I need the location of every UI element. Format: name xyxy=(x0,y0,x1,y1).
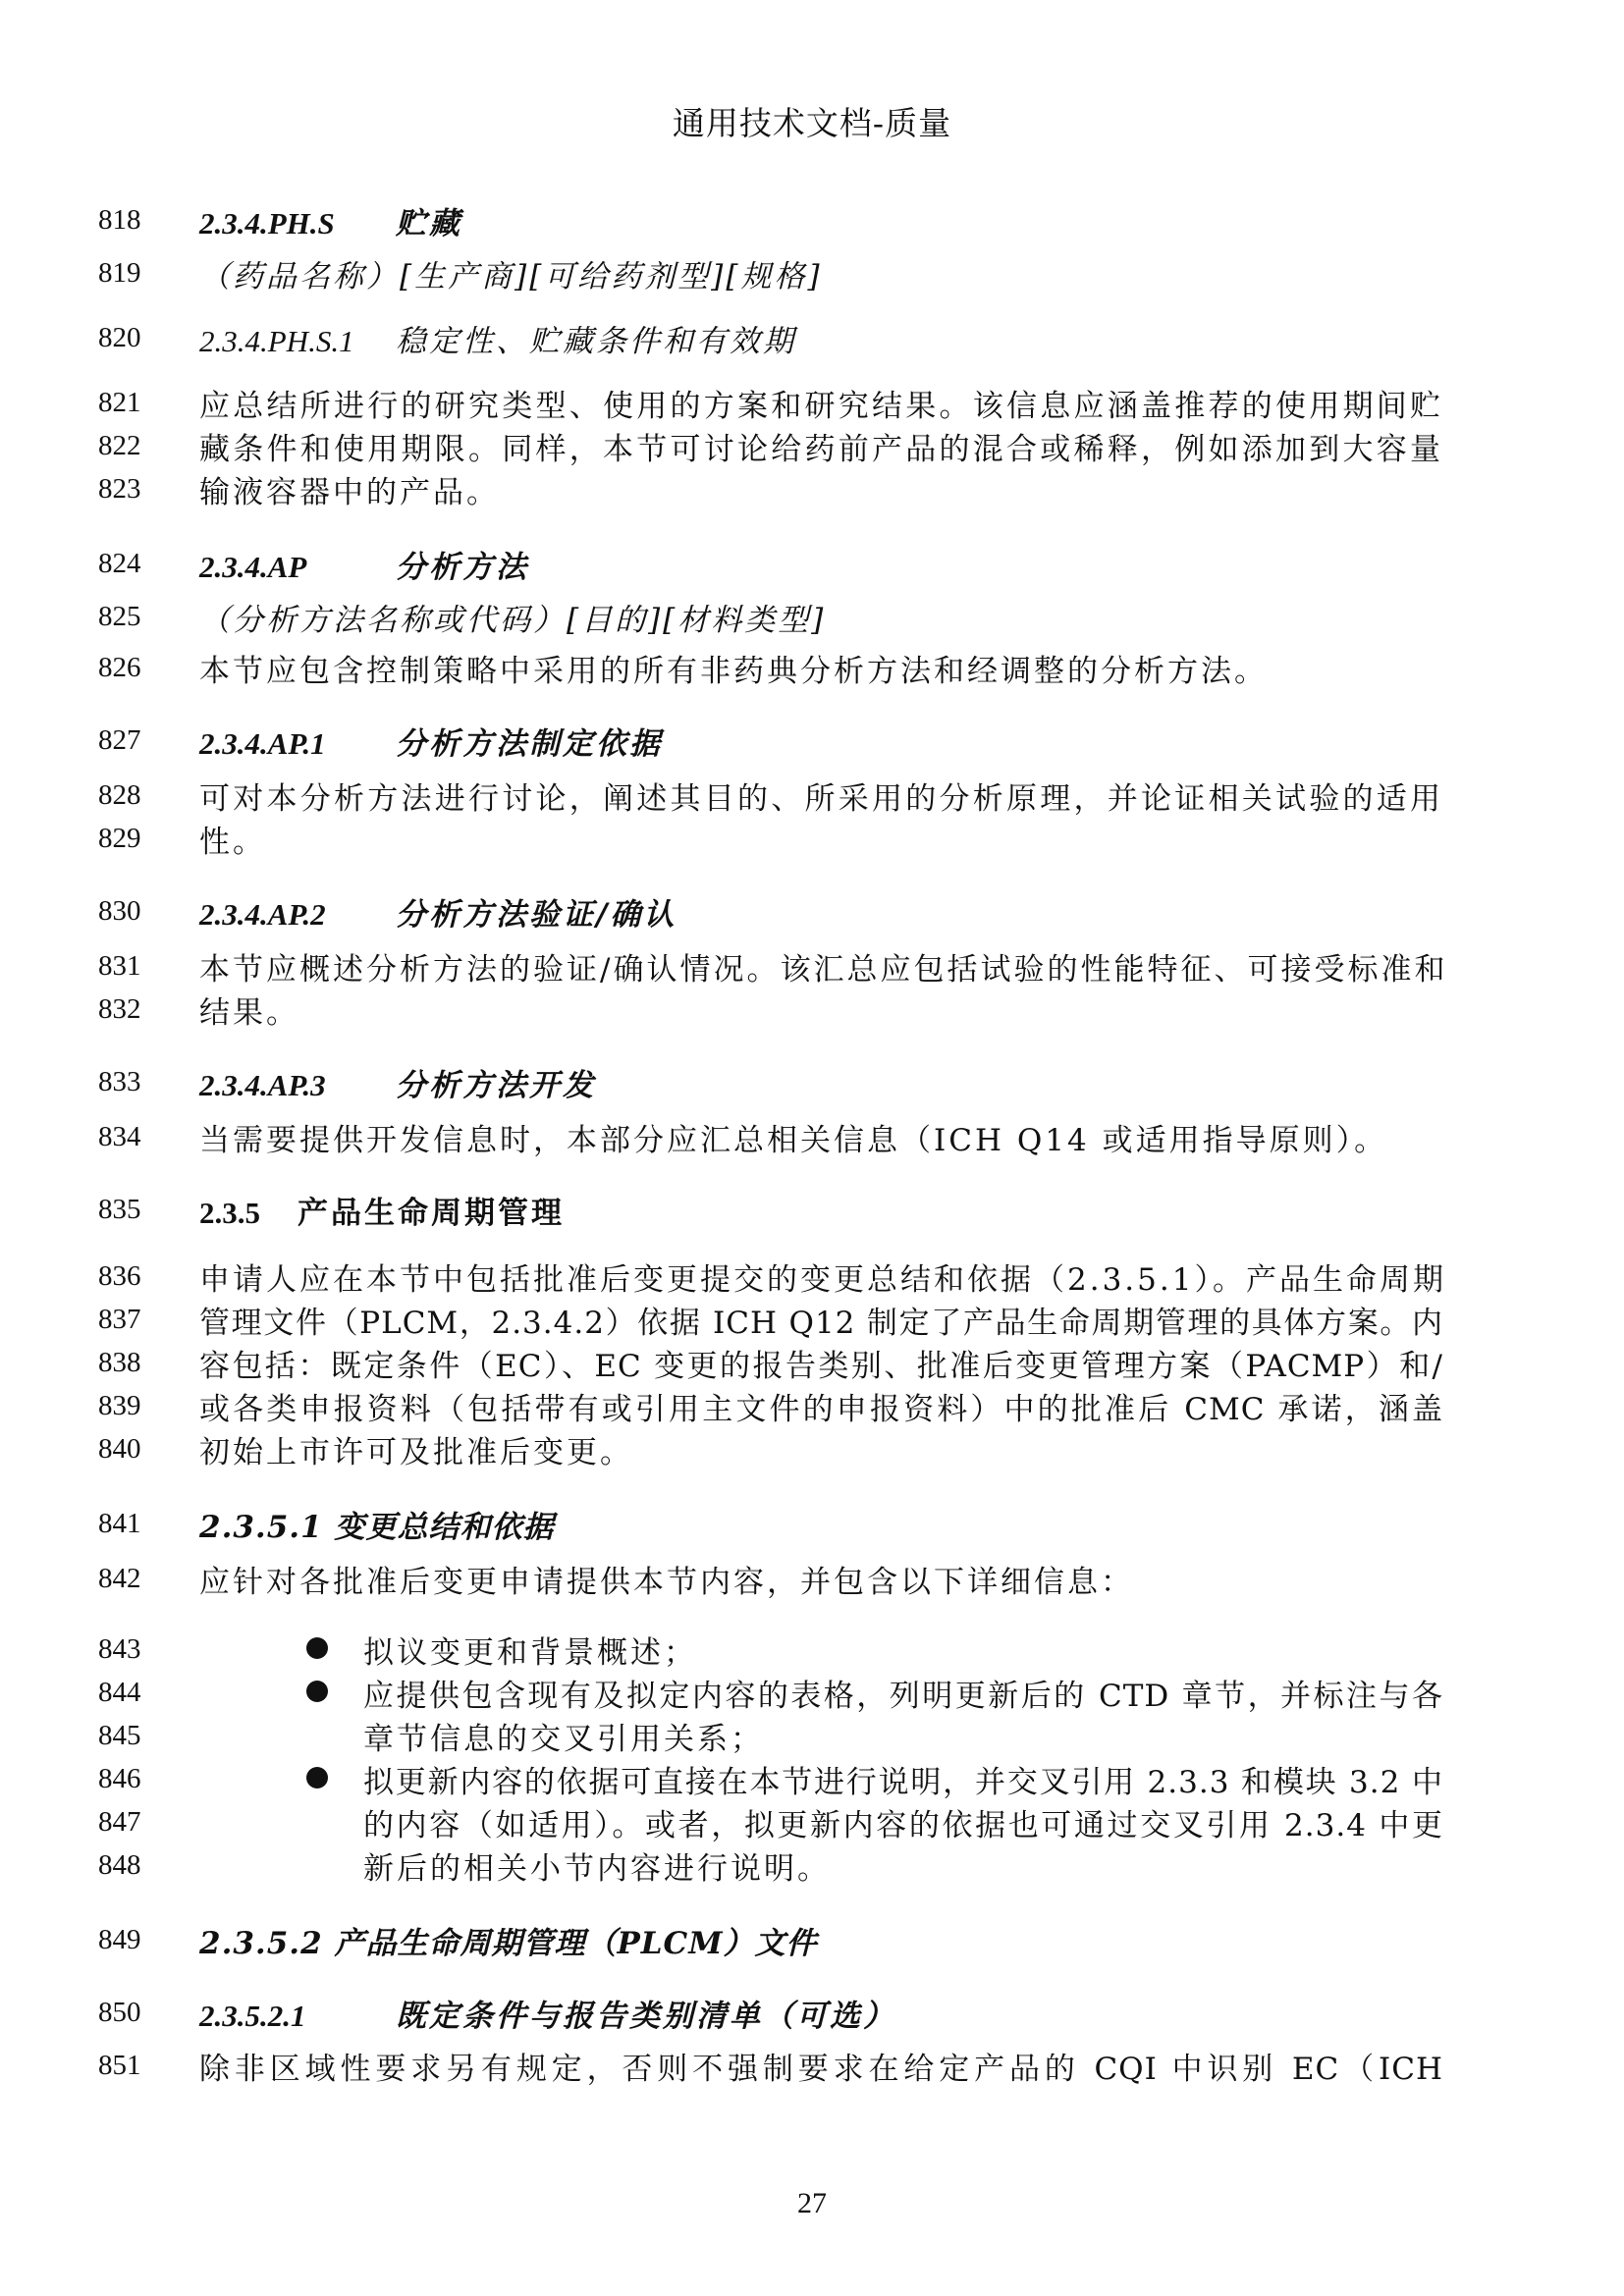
line-number: 833 xyxy=(98,1066,141,1097)
body-line: 结果。 xyxy=(199,995,299,1031)
bullet-icon xyxy=(306,1767,328,1789)
line-number: 828 xyxy=(98,779,141,811)
line-851 xyxy=(0,2044,1624,2087)
line-819 xyxy=(0,251,1624,294)
line-849 xyxy=(0,1918,1624,1961)
line-824 xyxy=(0,542,1624,585)
body-line: 管理文件（PLCM，2.3.4.2）依据 ICH Q12 制定了产品生命周期管理的具体方案。内 xyxy=(199,1306,1443,1341)
line-842 xyxy=(0,1557,1624,1600)
line-number: 836 xyxy=(98,1260,141,1292)
bullet-text: 拟议变更和背景概述； xyxy=(363,1635,697,1671)
line-822 xyxy=(0,424,1624,467)
line-828 xyxy=(0,774,1624,817)
line-number: 827 xyxy=(98,724,141,756)
section-heading: 2.3.4.AP 分析方法 xyxy=(199,550,529,585)
body-line: 容包括：既定条件（EC）、EC 变更的报告类别、批准后变更管理方案（PACMP）和/ xyxy=(199,1349,1443,1384)
subsection-heading: 2.3.5.2.1 既定条件与报告类别清单（可选） xyxy=(199,1999,896,2034)
line-number: 849 xyxy=(98,1924,141,1955)
subsection-heading: 2.3.5.2 产品生命周期管理（PLCM）文件 xyxy=(199,1926,818,1961)
line-number: 823 xyxy=(98,473,141,505)
line-825 xyxy=(0,595,1624,638)
subsection-heading: 2.3.4.AP.1 分析方法制定依据 xyxy=(199,726,663,762)
line-839 xyxy=(0,1384,1624,1427)
line-831 xyxy=(0,944,1624,988)
body-line: 本节应概述分析方法的验证/确认情况。该汇总应包括试验的性能特征、可接受标准和 xyxy=(199,952,1448,988)
line-number: 821 xyxy=(98,387,141,418)
line-number: 845 xyxy=(98,1720,141,1751)
line-847 xyxy=(0,1800,1624,1843)
body-line: 应总结所进行的研究类型、使用的方案和研究结果。该信息应涵盖推荐的使用期间贮 xyxy=(199,389,1443,424)
body-line: 除非区域性要求另有规定，否则不强制要求在给定产品的 CQI 中识别 EC（ICH xyxy=(199,2052,1443,2087)
bullet-icon xyxy=(306,1637,328,1659)
line-number: 831 xyxy=(98,950,141,982)
line-826 xyxy=(0,646,1624,689)
body-line: 可对本分析方法进行讨论，阐述其目的、所采用的分析原理，并论证相关试验的适用 xyxy=(199,781,1443,817)
subsection-heading: 2.3.4.AP.2 分析方法验证/确认 xyxy=(199,897,677,933)
line-number: 834 xyxy=(98,1121,141,1152)
line-829 xyxy=(0,817,1624,860)
body-line: 输液容器中的产品。 xyxy=(199,475,500,510)
bullet-text: 的内容（如适用）。或者，拟更新内容的依据也可通过交叉引用 2.3.4 中更 xyxy=(363,1808,1443,1843)
body-line: （分析方法名称或代码）[目的][材料类型] xyxy=(199,603,827,638)
line-number: 851 xyxy=(98,2050,141,2081)
body-line: 当需要提供开发信息时，本部分应汇总相关信息（ICH Q14 或适用指导原则）。 xyxy=(199,1123,1388,1158)
line-844 xyxy=(0,1671,1624,1714)
subsection-heading: 2.3.4.AP.3 分析方法开发 xyxy=(199,1068,596,1103)
line-number: 825 xyxy=(98,601,141,632)
bullet-icon xyxy=(306,1681,328,1702)
line-827 xyxy=(0,719,1624,762)
line-number: 839 xyxy=(98,1390,141,1421)
line-818 xyxy=(0,198,1624,241)
bullet-text: 章节信息的交叉引用关系； xyxy=(363,1722,764,1757)
line-837 xyxy=(0,1298,1624,1341)
body-line: 性。 xyxy=(199,825,266,860)
line-number: 837 xyxy=(98,1304,141,1335)
line-number: 841 xyxy=(98,1508,141,1539)
line-number: 847 xyxy=(98,1806,141,1838)
line-836 xyxy=(0,1255,1624,1298)
subsection-heading: 2.3.4.PH.S.1 稳定性、贮藏条件和有效期 xyxy=(199,324,796,359)
line-number: 830 xyxy=(98,895,141,927)
line-830 xyxy=(0,889,1624,933)
line-number: 840 xyxy=(98,1433,141,1465)
line-number: 846 xyxy=(98,1763,141,1794)
body-line: （药品名称）[生产商][可给药剂型][规格] xyxy=(199,259,823,294)
line-number: 819 xyxy=(98,257,141,289)
line-821 xyxy=(0,381,1624,424)
line-845 xyxy=(0,1714,1624,1757)
section-heading: 2.3.5 产品生命周期管理 xyxy=(199,1196,565,1231)
bullet-text: 拟更新内容的依据可直接在本节进行说明，并交叉引用 2.3.3 和模块 3.2 中 xyxy=(363,1765,1443,1800)
line-835 xyxy=(0,1188,1624,1231)
document-header: 通用技术文档-质量 xyxy=(672,104,952,142)
line-838 xyxy=(0,1341,1624,1384)
line-840 xyxy=(0,1427,1624,1470)
bullet-text: 新后的相关小节内容进行说明。 xyxy=(363,1851,831,1887)
body-line: 本节应包含控制策略中采用的所有非药典分析方法和经调整的分析方法。 xyxy=(199,654,1268,689)
line-841 xyxy=(0,1502,1624,1545)
line-number: 822 xyxy=(98,430,141,461)
line-number: 826 xyxy=(98,652,141,683)
line-number: 844 xyxy=(98,1677,141,1708)
line-846 xyxy=(0,1757,1624,1800)
body-line: 藏条件和使用期限。同样，本节可讨论给药前产品的混合或稀释，例如添加到大容量 xyxy=(199,432,1443,467)
subsection-heading: 2.3.5.1 变更总结和依据 xyxy=(199,1510,555,1545)
line-number: 850 xyxy=(98,1997,141,2028)
line-number: 829 xyxy=(98,823,141,854)
line-number: 832 xyxy=(98,993,141,1025)
line-820 xyxy=(0,316,1624,359)
body-line: 初始上市许可及批准后变更。 xyxy=(199,1435,633,1470)
body-line: 申请人应在本节中包括批准后变更提交的变更总结和依据（2.3.5.1）。产品生命周期 xyxy=(199,1262,1446,1298)
line-843 xyxy=(0,1628,1624,1671)
line-number: 835 xyxy=(98,1194,141,1225)
body-line: 应针对各批准后变更申请提供本节内容，并包含以下详细信息： xyxy=(199,1565,1134,1600)
line-834 xyxy=(0,1115,1624,1158)
bullet-text: 应提供包含现有及拟定内容的表格，列明更新后的 CTD 章节，并标注与各 xyxy=(363,1679,1443,1714)
page-number: 27 xyxy=(797,2187,827,2219)
line-number: 842 xyxy=(98,1563,141,1594)
line-number: 838 xyxy=(98,1347,141,1378)
line-number: 848 xyxy=(98,1849,141,1881)
line-number: 843 xyxy=(98,1633,141,1665)
section-heading: 2.3.4.PH.S 贮藏 xyxy=(199,206,462,241)
body-line: 或各类申报资料（包括带有或引用主文件的申报资料）中的批准后 CMC 承诺，涵盖 xyxy=(199,1392,1443,1427)
line-number: 820 xyxy=(98,322,141,353)
line-832 xyxy=(0,988,1624,1031)
line-823 xyxy=(0,467,1624,510)
line-number: 818 xyxy=(98,204,141,236)
line-833 xyxy=(0,1060,1624,1103)
line-848 xyxy=(0,1843,1624,1887)
line-850 xyxy=(0,1991,1624,2034)
line-number: 824 xyxy=(98,548,141,579)
